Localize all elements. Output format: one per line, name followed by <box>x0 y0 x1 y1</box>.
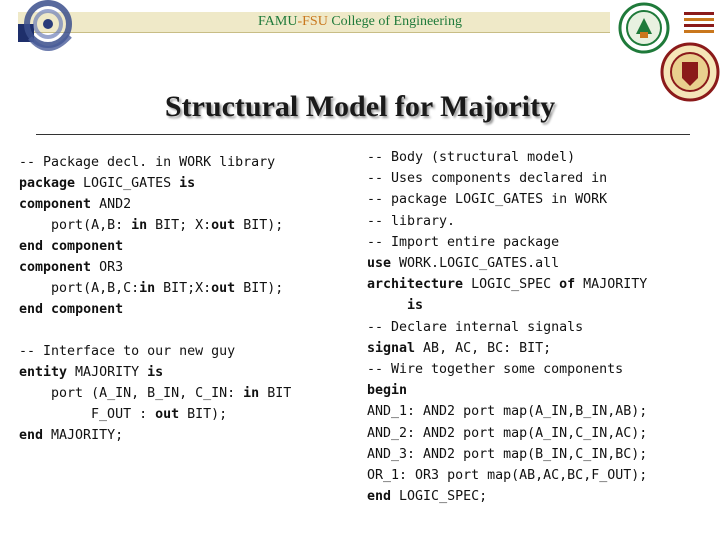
title-divider <box>36 134 690 135</box>
college-swirl-logo <box>10 0 80 66</box>
right-code-line: -- Body (structural model) <box>367 150 576 165</box>
right-code-line: AND_1: AND2 port map(A_IN,B_IN,AB); <box>367 404 648 420</box>
right-code-line: -- Import entire package <box>367 234 560 250</box>
left-code-line: port(A,B: in BIT; X:out BIT); <box>51 218 284 233</box>
left-code-line: F_OUT : out BIT); <box>19 407 228 422</box>
right-code-line: is <box>407 298 424 314</box>
left-code-block <box>19 152 291 446</box>
right-code-line: end LOGIC_SPEC; <box>367 489 488 505</box>
right-code-line: -- library. <box>367 213 456 229</box>
right-code-line: begin <box>367 383 408 399</box>
right-code-line: OR_1: OR3 port map(AB,AC,BC,F_OUT); <box>367 468 648 484</box>
right-code-line: AND_3: AND2 port map(B_IN,C_IN,BC); <box>367 446 648 462</box>
right-code-line: -- Uses components declared in <box>367 171 608 187</box>
left-code-line: port(A,B,C:in BIT;X:out BIT); <box>51 281 284 296</box>
left-code-line: package LOGIC_GATES is <box>19 176 196 191</box>
left-code-line: component OR3 <box>19 260 124 275</box>
left-code-line: -- Package decl. in WORK library <box>19 155 276 170</box>
right-code-line: use WORK.LOGIC_GATES.all <box>367 256 560 272</box>
left-code-line: entity MAJORITY is <box>19 365 164 380</box>
right-code-line: -- Wire together some components <box>367 362 624 378</box>
right-code-line: AND_2: AND2 port map(A_IN,C_IN,AC); <box>367 425 648 441</box>
left-code-line: port (A_IN, B_IN, C_IN: in BIT <box>51 386 292 401</box>
left-code-line <box>19 320 291 341</box>
left-code-line: -- Interface to our new guy <box>19 344 236 359</box>
corner-stripes-decoration <box>684 10 714 40</box>
header-title <box>0 12 720 32</box>
left-code-line: end MAJORITY; <box>19 428 124 443</box>
left-code-line: component AND2 <box>19 197 132 212</box>
header-college: College of Engineering <box>327 14 462 29</box>
right-code-block <box>367 147 647 507</box>
left-code-line: end component <box>19 302 124 317</box>
right-code-line: signal AB, AC, BC: BIT; <box>367 340 552 356</box>
right-code-line: -- Declare internal signals <box>367 319 584 335</box>
header-dash: - <box>297 14 303 29</box>
header-famu: FAMU <box>258 14 298 29</box>
left-code-line: end component <box>19 239 124 254</box>
right-code-line: -- package LOGIC_GATES in WORK <box>367 192 608 208</box>
right-code-line: architecture LOGIC_SPEC of MAJORITY <box>367 277 648 293</box>
slide-title: Structural Model for Majority <box>164 90 556 123</box>
header-fsu: FSU <box>302 14 328 29</box>
